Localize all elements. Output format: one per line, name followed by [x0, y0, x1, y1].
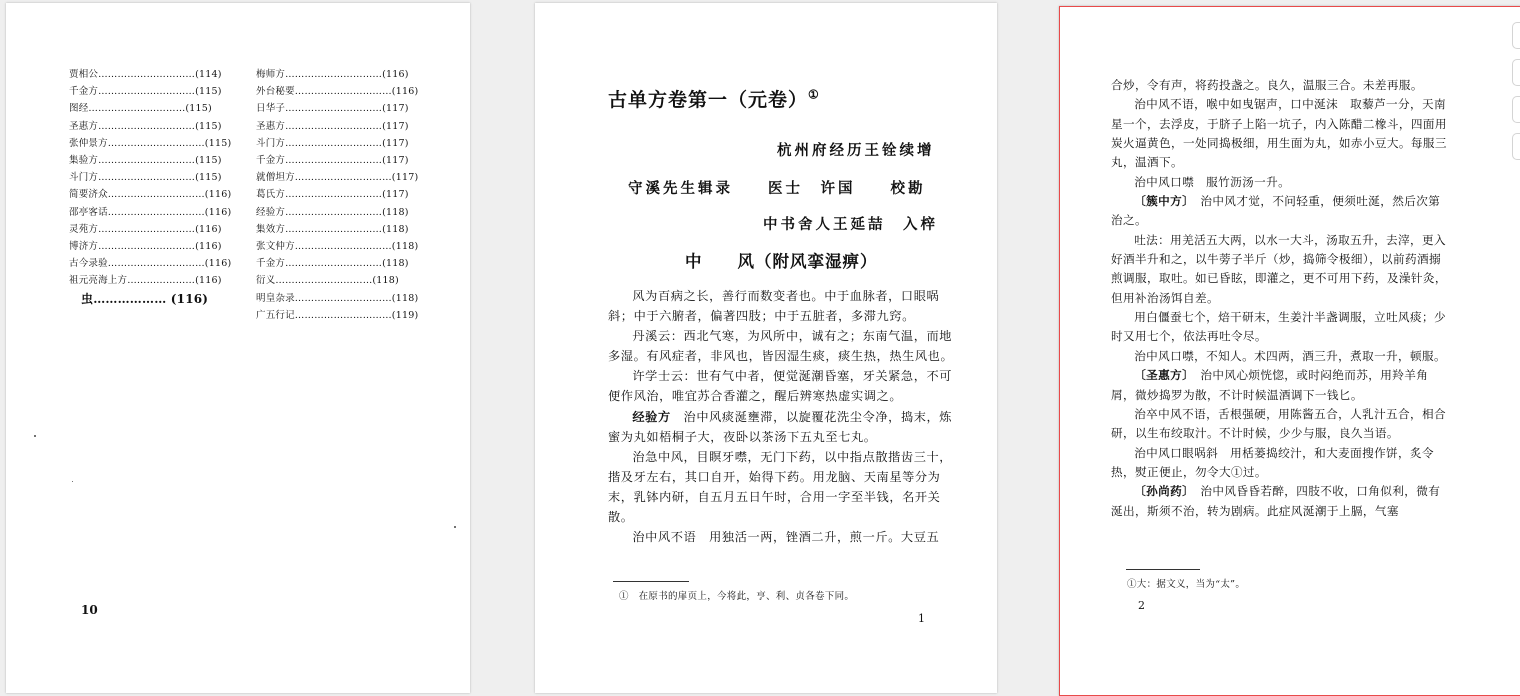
- paragraph: [608, 447, 960, 527]
- side-toolbar: [1512, 22, 1520, 170]
- footnote-rule: [1126, 569, 1200, 570]
- toc-entry: 千金方…………………………(117): [256, 155, 409, 167]
- paragraph: [1111, 366, 1451, 405]
- toc-left-column: [69, 66, 231, 308]
- paragraph: [608, 326, 960, 366]
- toc-entry: 灵苑方…………………………(116): [69, 223, 222, 235]
- toc-entry: 圣惠方…………………………(115): [69, 120, 222, 132]
- paragraph-text: 风为百病之长，善行而数变者也。中于血脉者，口眼㖞斜；中于六腑者，偏著四肢；中于五脏者，多滞九窍。: [608, 289, 940, 324]
- toc-entry: 千金方…………………………(118): [256, 258, 409, 270]
- toc-entry: 集效方…………………………(118): [256, 223, 409, 235]
- footnote: ① 在原书的扉页上，今将此，亨、利、贞各卷下同。: [619, 591, 855, 602]
- credit-line: 守溪先生辑录 医士 许国 校勘: [628, 180, 926, 197]
- toc-entry: 祖元亮海上方…………………(116): [69, 275, 222, 287]
- paragraph: [1111, 95, 1451, 172]
- scan-speck: [34, 435, 36, 437]
- toc-entry: 斗门方…………………………(117): [256, 137, 409, 149]
- toc-entry: 梅师方…………………………(116): [256, 69, 409, 80]
- paragraph: [1111, 405, 1451, 444]
- paragraph: [1111, 444, 1451, 483]
- toc-entry: 张仲景方…………………………(115): [69, 137, 232, 149]
- paragraph: [1111, 192, 1451, 231]
- paragraph: [1111, 482, 1451, 521]
- paragraph-text: 许学士云：世有气中者，便觉涎潮昏塞，牙关紧急，不可便作风治，唯宜苏合香灌之，醒后辨寒热虚实调之。: [608, 369, 953, 404]
- document-page-2[interactable]: [535, 3, 997, 693]
- paragraph-text: 丹溪云：西北气寒，为风所中，诚有之；东南气温，而地多湿。有风症者，非风也，皆因湿生痰，痰生热，热生风也。: [608, 329, 954, 364]
- toolbar-button-2-icon[interactable]: [1512, 59, 1520, 86]
- toc-entry: 日华子…………………………(117): [256, 103, 409, 115]
- paragraph-text: 治急中风，目瞑牙噤，无门下药，以中指点散揩齿三十，揩及牙左右，其口自开，始得下药。用龙脑、天南星等分为末，乳钵内研，自五月五日午时，合用一字至半钱，名开关散。: [608, 449, 953, 525]
- toolbar-button-3-icon[interactable]: [1512, 96, 1520, 123]
- toc-entry: 葛氏方…………………………(117): [256, 189, 409, 201]
- body-text: [1111, 76, 1451, 521]
- toc-right-column: [256, 66, 418, 324]
- paragraph: [608, 407, 960, 447]
- paragraph-text: 用白僵蚕七个，焙干研末，生姜汁半盏调服，立吐风痰；少时又用七个，依法再吐令尽。: [1111, 310, 1447, 344]
- paragraph: [1111, 173, 1451, 192]
- paragraph-lead: 〔孙尚药〕: [1134, 484, 1189, 499]
- body-text: [608, 286, 960, 547]
- paragraph-text: 吐法：用羌活五大两，以水一大斗，汤取五升，去滓，更入好酒半升和之，以牛蒡子半斤（炒，捣筛令极细），以前药酒搦煎调服，取吐。如已昏眩，即灌之，更不可用下药，及澡针灸，但用补治汤饵自差。: [1111, 232, 1447, 305]
- toc-entry: 博济方…………………………(116): [69, 241, 222, 253]
- section-heading: 中 风（附风挛湿痹）: [685, 252, 878, 271]
- credit-line: 中书舍人王延喆 入梓: [763, 216, 938, 233]
- paragraph-text: 合炒，令有声，将药投盏之。良久，温服三合。未差再服。: [1111, 78, 1423, 92]
- scan-speck: [72, 481, 73, 482]
- paragraph-lead: 〔圣惠方〕: [1134, 368, 1189, 383]
- paragraph-text: 治卒中风不语，舌根强硬，用陈酱五合，人乳汁五合，相合研，以生布绞取汁。不计时候，少少与服，良久当语。: [1111, 406, 1447, 441]
- toc-entry: 集验方…………………………(115): [69, 155, 222, 167]
- paragraph-lead: 经验方: [632, 409, 671, 424]
- paragraph-text: 治中风口噤 服竹沥汤一升。: [1134, 174, 1291, 189]
- paragraph-text: 治中风不语，喉中如曳锯声，口中涎沫 取藜芦一分，天南星一个，去浮皮，于脐子上陷一坑子，内入陈醋二橡斗，四面用炭火逼黄色，一处同捣极细，用生面为丸，如赤小豆大。每服三丸，温酒下。: [1111, 97, 1447, 170]
- page-number: 10: [81, 603, 98, 617]
- toc-entry: 外台秘要…………………………(116): [256, 86, 419, 98]
- toolbar-button-4-icon[interactable]: [1512, 133, 1520, 160]
- page-title: [608, 85, 820, 112]
- document-page-1[interactable]: [6, 3, 470, 693]
- paragraph: [1111, 231, 1451, 308]
- paragraph: [1111, 347, 1451, 366]
- paragraph-text: 治中风心烦恍惚，或时闷绝而苏，用羚羊角屑，微炒捣罗为散，不计时候温酒调下一钱匕。: [1111, 368, 1429, 402]
- paragraph: [608, 286, 960, 326]
- paragraph-text: 治中风口眼㖞斜 用栝蒌捣绞汁，和大麦面搜作饼，炙令热，熨正便止，勿令大①过。: [1111, 445, 1435, 479]
- scan-speck: [454, 526, 456, 528]
- toc-entry: 圣惠方…………………………(117): [256, 120, 409, 132]
- toc-entry: 图经…………………………(115): [69, 103, 212, 115]
- toc-entry: 斗门方…………………………(115): [69, 172, 222, 184]
- toc-entry: 古今录验…………………………(116): [69, 258, 232, 270]
- paragraph: [1111, 76, 1451, 95]
- paragraph: [608, 527, 960, 547]
- page-number: 1: [918, 612, 925, 625]
- paragraph-text: 治中风昏昏若醉，四肢不收，口角似利，微有涎出，斯须不治，转为剧病。此症风涎潮于上膈，气塞: [1111, 484, 1441, 518]
- toc-entry: 明皇杂录…………………………(118): [256, 292, 419, 304]
- toc-entry: 邵亭客话…………………………(116): [69, 206, 232, 218]
- paragraph: [608, 366, 960, 406]
- footnote-rule: [613, 581, 689, 582]
- toc-entry: 就僧坦方…………………………(117): [256, 172, 419, 184]
- toc-entry: 虫……………… (116): [81, 291, 209, 306]
- title-footnote-mark: ①: [808, 87, 820, 102]
- footnote: ①大：据文义，当为“太”。: [1127, 579, 1246, 590]
- paragraph-text: 治中风痰涎壅滞，以旋覆花洗尘令净，捣末，炼蜜为丸如梧桐子大，夜卧以茶汤下五丸至七丸。: [608, 409, 953, 444]
- toc-entry: 衍义…………………………(118): [256, 275, 399, 287]
- credit-line: 杭州府经历王铨续增: [777, 142, 935, 159]
- paragraph-text: 治中风口噤，不知人。术四两，酒三升，煮取一升，顿服。: [1134, 348, 1447, 363]
- title-text: 古单方卷第一（元卷）: [608, 89, 809, 111]
- toc-entry: 经验方…………………………(118): [256, 206, 409, 218]
- toc-entry: 广五行记…………………………(119): [256, 309, 419, 321]
- toc-entry: 简要济众…………………………(116): [69, 189, 232, 201]
- page-number: 2: [1138, 599, 1145, 612]
- paragraph-lead: 〔簇中方〕: [1134, 194, 1189, 209]
- paragraph-text: 治中风不语 用独活一两，锉酒二升，煎一斤。大豆五: [632, 530, 940, 545]
- paragraph-text: 治中风才觉，不问轻重，便须吐涎，然后次第治之。: [1111, 194, 1441, 228]
- document-page-3[interactable]: [1059, 6, 1520, 696]
- toc-entry: 贾相公…………………………(114): [69, 69, 222, 80]
- toolbar-button-1-icon[interactable]: [1512, 22, 1520, 49]
- toc-entry: 张文仲方…………………………(118): [256, 241, 419, 253]
- paragraph: [1111, 308, 1451, 347]
- toc-entry: 千金方…………………………(115): [69, 86, 222, 98]
